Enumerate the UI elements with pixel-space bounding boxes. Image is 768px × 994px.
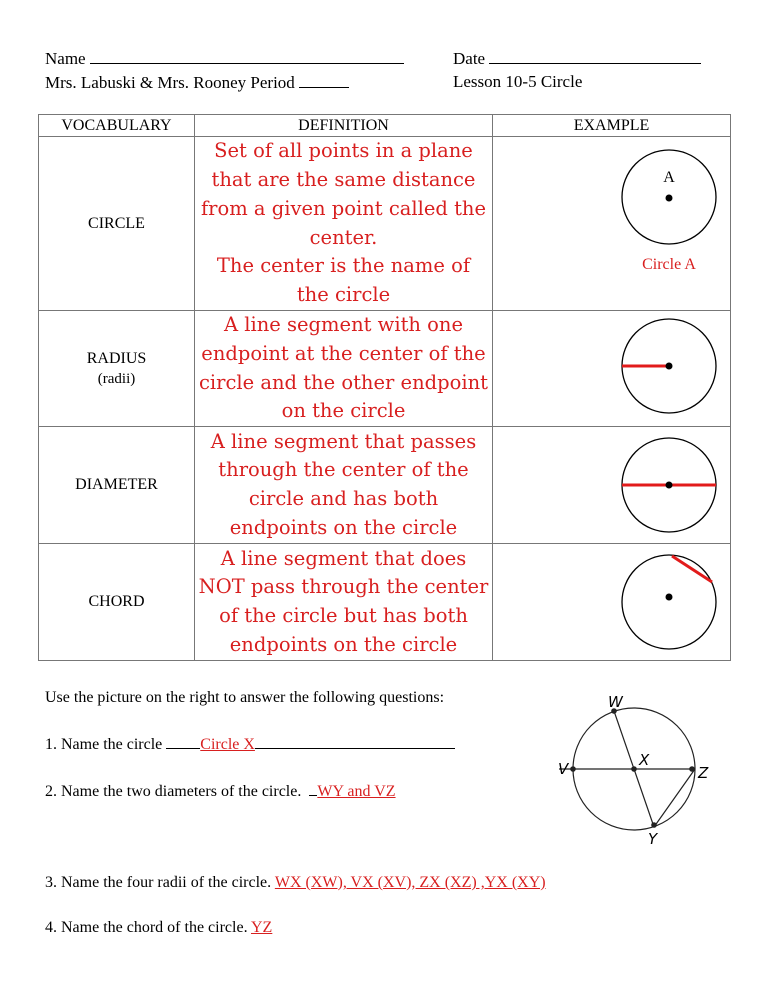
date-blank[interactable] — [489, 48, 701, 64]
example-chord — [493, 544, 731, 661]
definition-line: The center is the name of — [216, 254, 471, 278]
term-label: DIAMETER — [75, 476, 158, 493]
definition-diameter — [195, 427, 493, 544]
date-label: Date — [453, 49, 486, 68]
center-point — [666, 594, 673, 601]
question-prompt: Name the circle — [61, 736, 163, 753]
term-label: RADIUS — [86, 349, 147, 367]
definition-chord — [195, 544, 493, 661]
question-number: 1. — [45, 736, 57, 753]
definition-line: circle and has both — [248, 487, 439, 510]
definition-line: on the circle — [281, 399, 406, 423]
header-definition: DEFINITION — [195, 115, 493, 137]
example-diameter — [493, 427, 731, 544]
answer-4[interactable]: YZ — [250, 919, 273, 936]
label-x: X — [639, 751, 650, 769]
circle-x-figure — [552, 690, 722, 850]
question-number: 3. — [45, 874, 57, 891]
term-circle — [39, 137, 195, 311]
label-y: Y — [648, 830, 658, 848]
example-radius — [493, 311, 731, 427]
question-2 — [45, 780, 396, 802]
table-row — [39, 137, 731, 311]
term-radius — [39, 311, 195, 427]
center-point — [666, 195, 673, 202]
teachers-text: Mrs. Labuski & Mrs. Rooney Period — [45, 73, 295, 92]
name-line — [45, 48, 404, 69]
point-v — [570, 766, 576, 772]
table-header-row — [39, 115, 731, 137]
question-prompt: Name the two diameters of the circle. — [61, 783, 302, 800]
diameter-example-figure — [493, 427, 731, 543]
definition-line: through the center of the — [218, 458, 469, 482]
definition-line: center. — [309, 225, 378, 249]
center-point — [666, 363, 673, 370]
circle-example-figure — [493, 137, 731, 310]
teacher-line — [45, 72, 349, 93]
label-z: Z — [698, 764, 709, 782]
circle-outline — [622, 555, 716, 649]
label-w: W — [608, 693, 623, 711]
center-label: A — [663, 169, 675, 186]
label-v: V — [558, 760, 569, 778]
point-y — [651, 822, 657, 828]
vocabulary-table — [38, 114, 731, 661]
chord-example-figure — [493, 544, 731, 660]
definition-line: that are the same distance — [211, 168, 476, 192]
term-sub: (radii) — [97, 370, 136, 387]
question-prompt: Name the four radii of the circle. — [61, 874, 272, 891]
chord-segment — [672, 556, 712, 582]
header-example: EXAMPLE — [493, 115, 731, 137]
definition-line: the circle — [296, 282, 391, 306]
definition-line: NOT pass through the center — [198, 575, 489, 599]
radius-example-figure — [493, 311, 731, 426]
definition-line: A line segment that passes — [210, 429, 477, 453]
question-prompt: Name the chord of the circle. — [61, 919, 248, 936]
answer-1[interactable]: Circle X — [200, 736, 255, 753]
question-3 — [45, 873, 546, 893]
example-circle — [493, 137, 731, 311]
definition-line: of the circle but has both — [219, 604, 468, 627]
definition-line: A line segment with one — [223, 313, 464, 337]
definition-line: from a given point called the — [200, 196, 487, 220]
answer-2[interactable]: WY and VZ — [317, 783, 396, 800]
definition-line: endpoints on the circle — [229, 632, 458, 656]
definition-line: endpoints on the circle — [229, 515, 458, 539]
point-z — [689, 766, 695, 772]
table-row — [39, 544, 731, 661]
example-caption: Circle A — [642, 256, 696, 273]
date-line — [453, 48, 701, 69]
table-row — [39, 311, 731, 427]
definition-line: Set of all points in a plane — [214, 139, 473, 163]
question-4 — [45, 918, 272, 938]
point-x — [631, 766, 637, 772]
question-number: 4. — [45, 919, 57, 936]
instructions: Use the picture on the right to answer the following questions: — [45, 689, 445, 706]
answer-blank-right — [255, 733, 455, 749]
answer-3[interactable]: WX (XW), VX (XV), ZX (XZ) ,YX (XY) — [274, 874, 546, 891]
lesson-title: Lesson 10-5 Circle — [453, 72, 583, 91]
term-label: CHORD — [88, 593, 145, 610]
definition-line: endpoint at the center of the — [201, 341, 486, 365]
header-vocabulary: VOCABULARY — [39, 115, 195, 137]
period-blank[interactable] — [299, 72, 349, 88]
question-1 — [45, 733, 455, 755]
center-point — [666, 482, 673, 489]
term-label: CIRCLE — [88, 214, 145, 232]
definition-line: circle and the other endpoint — [198, 370, 488, 394]
answer-blank-left — [166, 733, 200, 749]
term-diameter — [39, 427, 195, 544]
definition-radius — [195, 311, 493, 427]
definition-circle — [195, 137, 493, 311]
definition-line: A line segment that does — [220, 546, 467, 570]
question-number: 2. — [45, 783, 57, 800]
name-blank[interactable] — [90, 48, 404, 64]
name-label: Name — [45, 49, 86, 68]
table-row — [39, 427, 731, 544]
chord-yz — [654, 769, 695, 827]
term-chord — [39, 544, 195, 661]
